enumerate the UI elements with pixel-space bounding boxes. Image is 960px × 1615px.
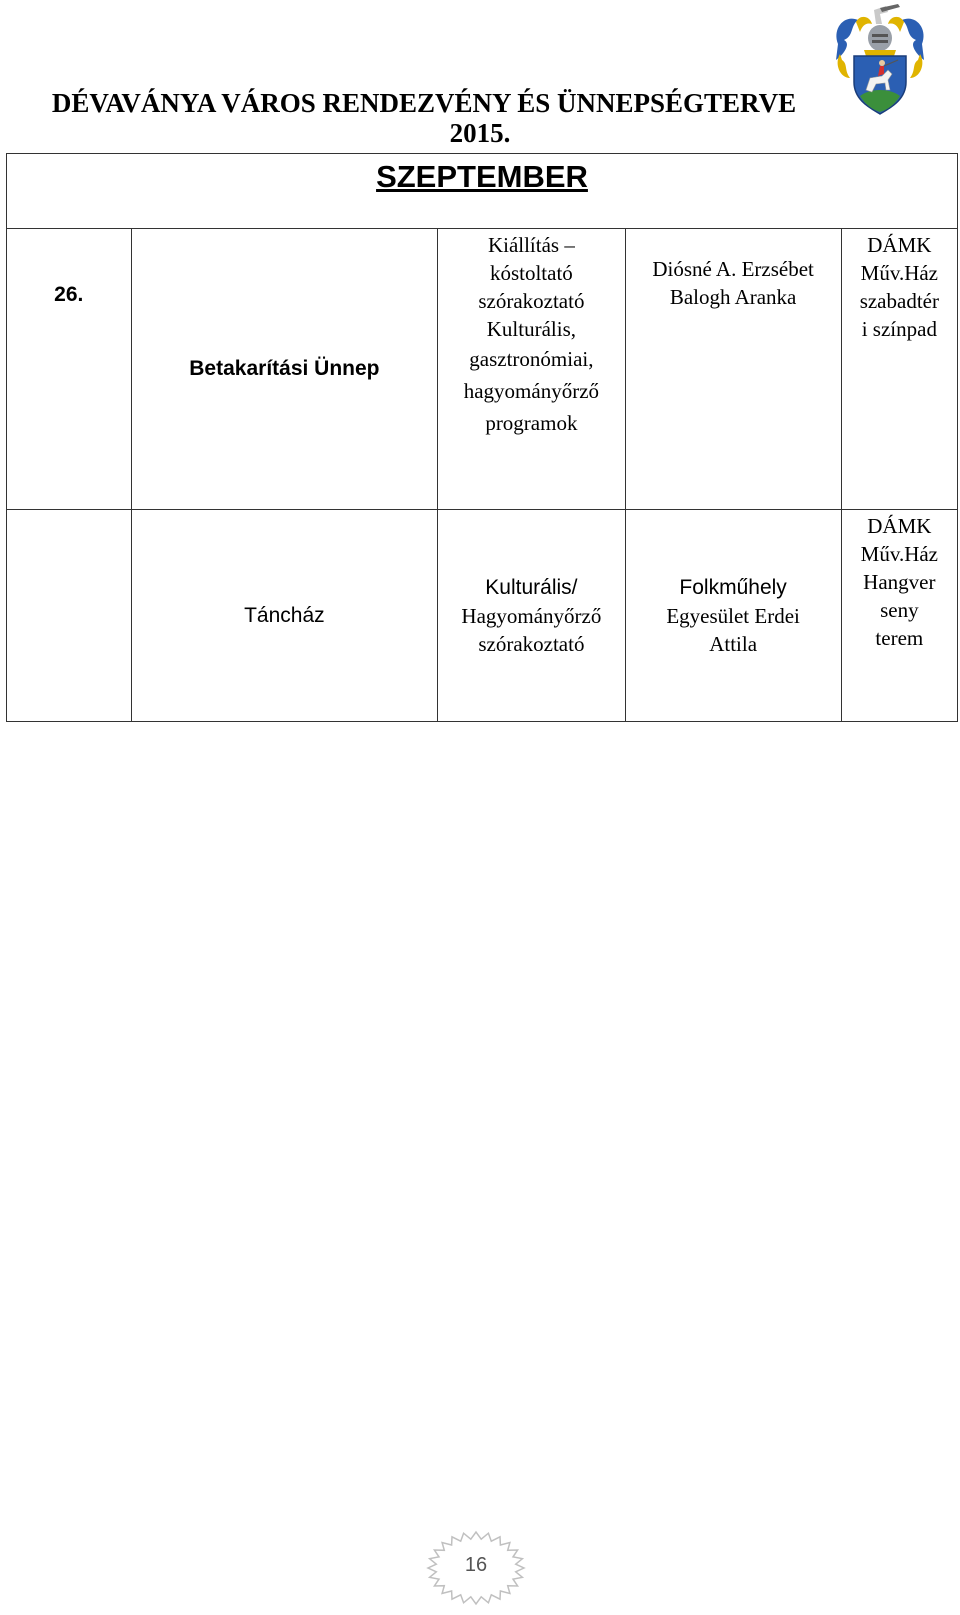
page-header	[0, 88, 960, 148]
location-line: Műv.Ház	[860, 542, 939, 566]
event-organizer	[625, 229, 841, 510]
event-day	[7, 510, 132, 722]
table-row	[7, 229, 958, 510]
description-line: Kiállítás –	[487, 233, 575, 257]
description-line: kóstoltató	[489, 261, 573, 285]
organizer-line: Diósné A. Erzsébet	[652, 257, 814, 281]
event-day: 26.	[7, 229, 132, 510]
description-line: Kulturális,	[486, 317, 577, 341]
location-line: Hangver	[863, 570, 936, 594]
page-number: 16	[464, 1554, 488, 1576]
description-line: gasztronómiai,	[469, 347, 594, 371]
event-location	[841, 229, 957, 510]
location-line: szabadtér	[859, 289, 939, 313]
description-line: szórakoztató	[478, 289, 585, 313]
document-title: DÉVAVÁNYA VÁROS RENDEZVÉNY ÉS ÜNNEPSÉGTERVE	[51, 88, 797, 118]
document-year: 2015.	[449, 118, 511, 148]
event-name: Táncház	[131, 510, 438, 722]
page-number-badge	[426, 1530, 526, 1606]
organizer-line: Balogh Aranka	[669, 285, 797, 309]
table-row	[7, 510, 958, 722]
location-line: DÁMK	[867, 514, 932, 538]
location-line: seny	[880, 598, 919, 622]
event-description	[438, 229, 625, 510]
event-organizer	[625, 510, 841, 722]
event-name: Betakarítási Ünnep	[131, 229, 438, 510]
location-line: i színpad	[861, 317, 937, 341]
organizer-line: Folkműhely	[679, 575, 787, 599]
event-description	[438, 510, 625, 722]
description-line: hagyományőrző	[463, 379, 600, 403]
organizer-line: Attila	[709, 631, 758, 656]
organizer-line: Egyesület Erdei	[666, 603, 800, 628]
description-line: programok	[485, 411, 578, 435]
month-banner	[6, 153, 958, 229]
description-line: Hagyományőrző	[461, 603, 602, 628]
location-line: DÁMK	[867, 233, 932, 257]
event-schedule-table	[6, 228, 958, 722]
month-heading: SZEPTEMBER	[376, 159, 588, 194]
description-line: Kulturális/	[485, 575, 578, 599]
description-line: szórakoztató	[478, 631, 585, 656]
location-line: terem	[875, 626, 924, 650]
location-line: Műv.Ház	[860, 261, 939, 285]
event-location	[841, 510, 957, 722]
coat-of-arms-icon	[830, 4, 930, 116]
